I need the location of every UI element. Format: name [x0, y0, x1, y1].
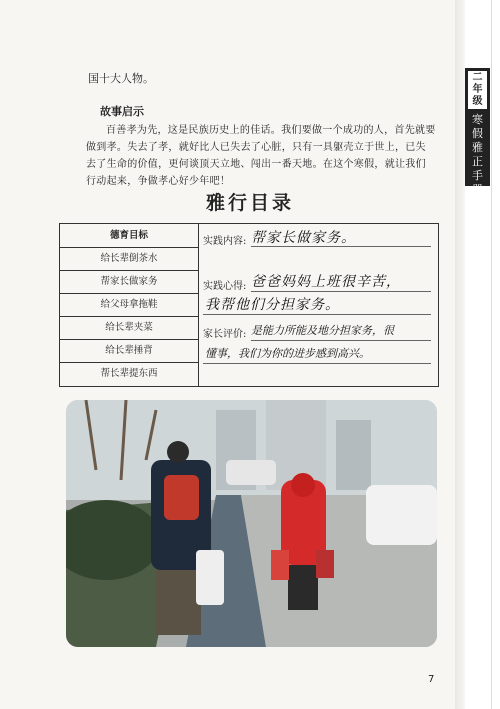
side-tab	[465, 68, 490, 196]
activity-photo	[66, 400, 437, 647]
goal-item: 给长辈夹菜	[60, 316, 198, 340]
goal-item: 给长辈倒茶水	[60, 247, 198, 271]
feeling-line-1: 爸爸妈妈上班很辛苦，	[251, 274, 401, 290]
underline	[203, 363, 431, 364]
goal-item: 帮长辈提东西	[100, 368, 158, 379]
underline	[251, 291, 431, 292]
intro-line: 国十大人物。	[88, 72, 154, 85]
practice-record-table	[59, 223, 439, 387]
eval-line-1: 是能力所能及地分担家务，很	[251, 324, 394, 337]
street-scene-illustration	[66, 400, 437, 647]
underline	[203, 314, 431, 315]
record-title: 雅行目录	[205, 192, 294, 214]
goal-item: 给父母拿拖鞋	[60, 293, 198, 317]
goals-header: 德育目标	[60, 224, 198, 248]
underline	[251, 340, 431, 341]
practice-value: 帮家长做家务。	[251, 230, 356, 246]
goals-column	[60, 224, 199, 386]
feeling-label: 实践心得:	[203, 281, 247, 292]
page-edge-line	[491, 0, 492, 709]
goal-item: 帮家长做家务	[60, 270, 198, 294]
story-heading: 故事启示	[100, 105, 144, 118]
page-gutter-shadow	[455, 0, 465, 709]
practice-column	[199, 224, 439, 386]
underline	[251, 246, 431, 247]
eval-line-2: 懂事，我们为你的进步感到高兴。	[205, 347, 370, 360]
page-number: 7	[428, 674, 435, 685]
story-paragraph: 百善孝为先，这是民族历史上的佳话。我们要做一个成功的人，首先就要做到孝。失去了孝，就好比人已失去了心脏，只有一具躯壳立于世上，已失去了生命的价值，更何谈顶天立地、闯出一番天地。在这个寒假，就让我们行动起来，争做孝心好少年吧！	[86, 125, 436, 187]
eval-label: 家长评价:	[203, 329, 247, 340]
feeling-line-2: 我帮他们分担家务。	[205, 297, 340, 313]
grade-label: 二年级	[468, 71, 487, 109]
practice-label: 实践内容:	[203, 236, 247, 247]
goal-item: 给长辈捶背	[60, 339, 198, 363]
handbook-title: 寒 假 雅 正 手 册	[472, 113, 483, 196]
